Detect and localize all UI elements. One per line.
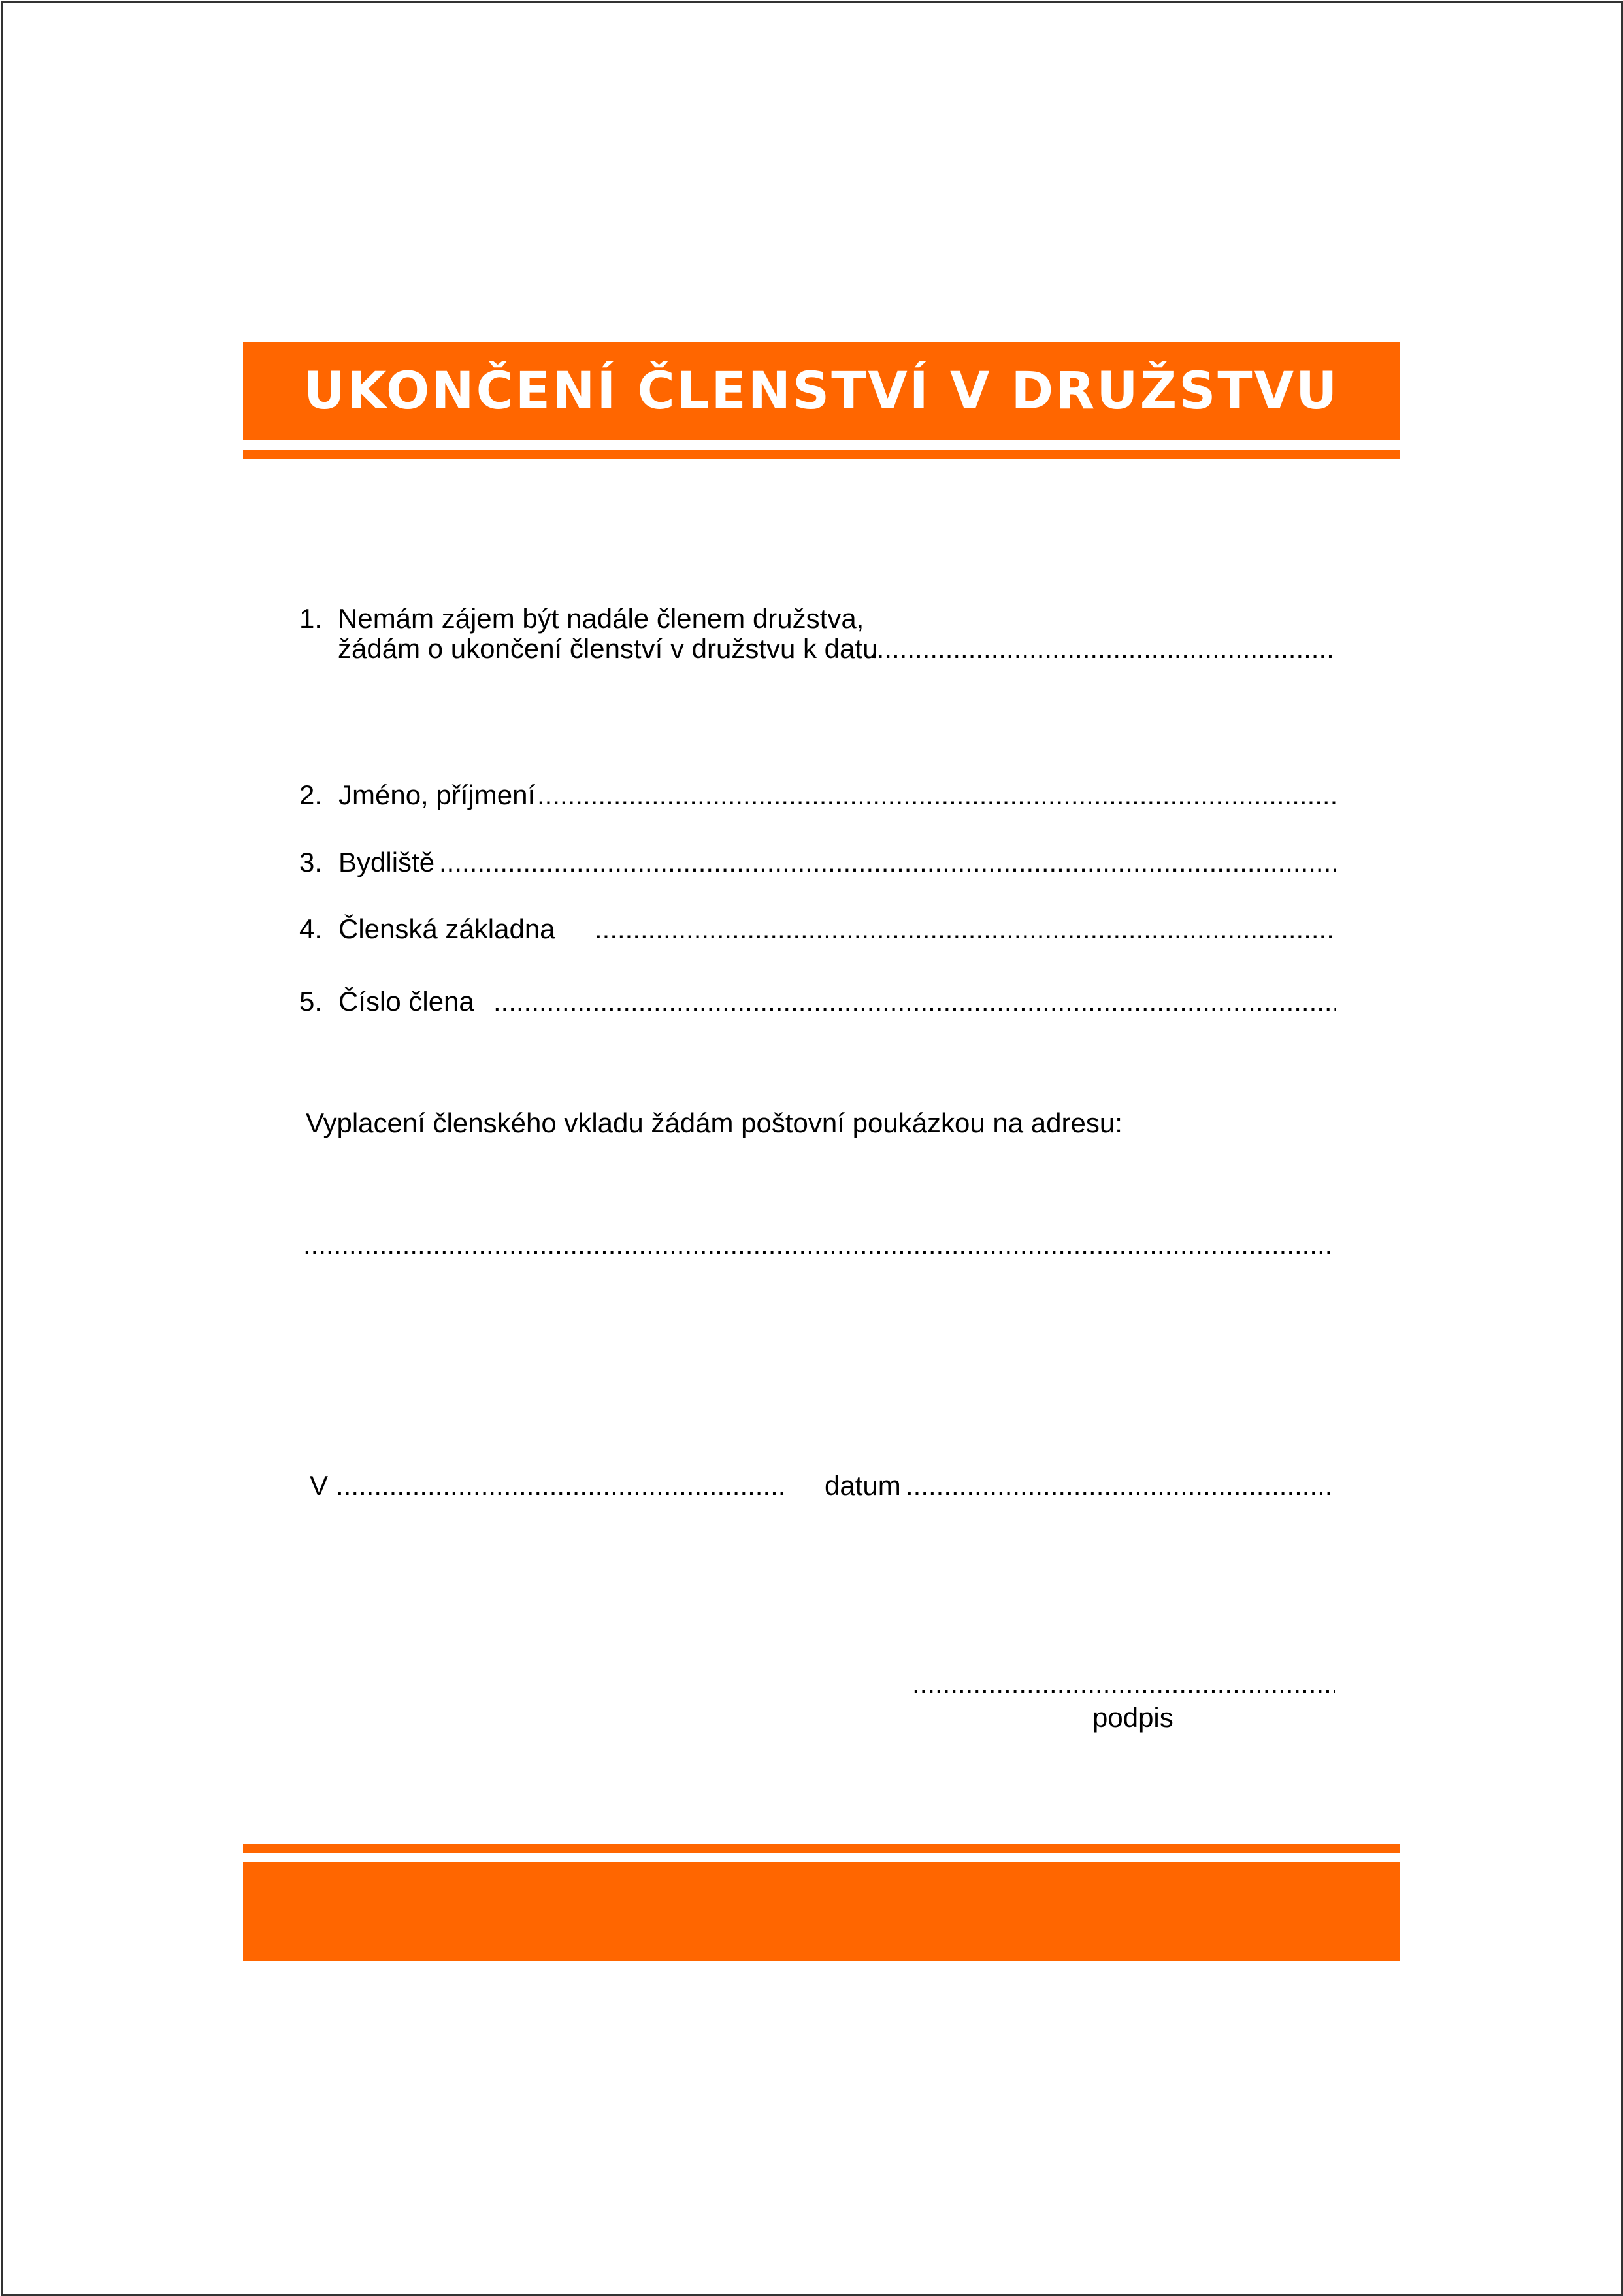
date-field[interactable]: [906, 1469, 1335, 1502]
residence-field[interactable]: [439, 846, 1336, 879]
item-3-number: 3.: [299, 847, 323, 877]
item-3-label: Bydliště: [338, 847, 435, 877]
item-1-text-line2: žádám o ukončení členství v družstvu k datu: [338, 633, 878, 664]
item-2-number: 2.: [299, 779, 323, 810]
name-field[interactable]: [537, 779, 1336, 812]
document-title: UKONČENÍ ČLENSTVÍ V DRUŽSTVU: [303, 362, 1339, 421]
date-label: datum: [825, 1470, 901, 1501]
termination-date-field[interactable]: [869, 632, 1336, 665]
header-stripe: [243, 450, 1400, 459]
footer-stripe: [243, 1844, 1400, 1853]
payout-text: Vyplacení členského vkladu žádám poštovní poukázkou na adresu:: [306, 1107, 1123, 1138]
member-number-field[interactable]: [493, 985, 1336, 1018]
item-2-label: Jméno, příjmení: [338, 779, 536, 810]
payout-address-field[interactable]: [303, 1228, 1334, 1261]
item-4-number: 4.: [299, 913, 323, 944]
item-5-number: 5.: [299, 986, 323, 1017]
place-field[interactable]: [336, 1469, 788, 1502]
place-label: V: [310, 1470, 329, 1501]
item-1-number: 1.: [299, 603, 323, 634]
signature-label: podpis: [1092, 1702, 1173, 1733]
item-5-label: Číslo člena: [338, 986, 474, 1017]
item-1-text-line1: Nemám zájem být nadále členem družstva,: [338, 603, 864, 634]
signature-field[interactable]: [912, 1667, 1335, 1700]
member-base-field[interactable]: [595, 913, 1335, 945]
footer-band: [243, 1862, 1400, 1961]
item-4-label: Členská základna: [338, 913, 555, 944]
